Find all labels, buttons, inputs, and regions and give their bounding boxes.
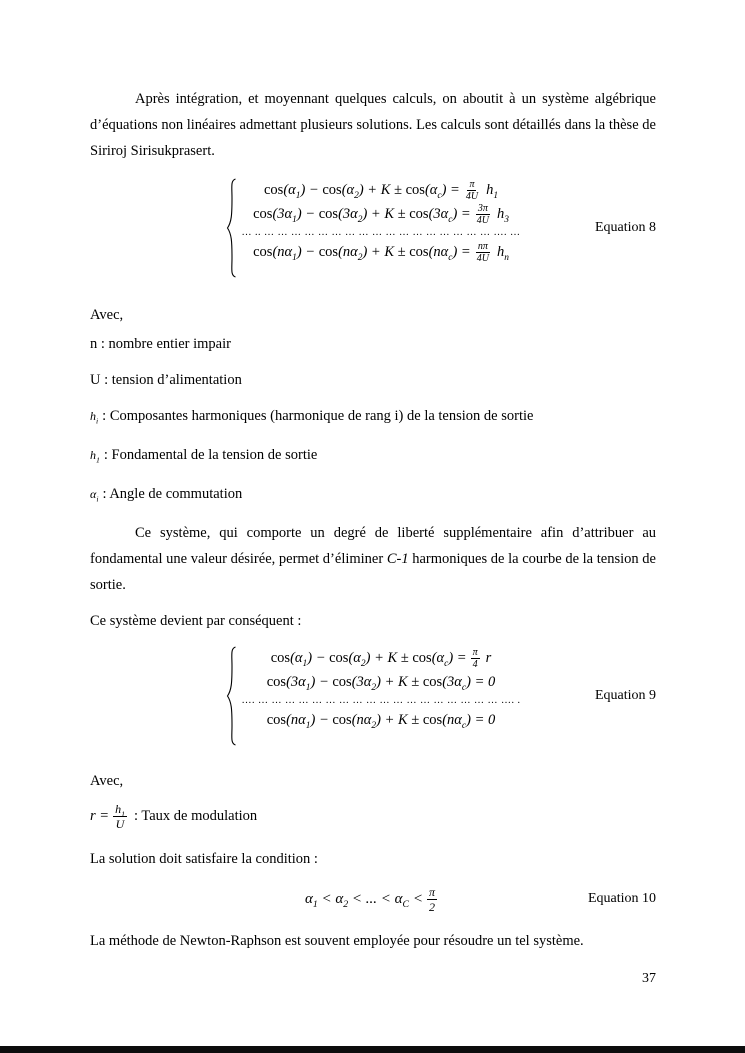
c-minus-1: C-1 bbox=[386, 551, 409, 567]
equation-10-numerator: π bbox=[428, 884, 435, 899]
equation-9-label: Equation 9 bbox=[594, 688, 656, 703]
math-tail: $h_n$ bbox=[496, 243, 509, 263]
equation-10-block bbox=[90, 882, 656, 916]
definition-u: U : tension d’alimentation bbox=[90, 372, 242, 388]
equation-10-lhs: $\alpha_1 < \alpha_2$ < ... < $\alpha_C$ < bbox=[305, 890, 423, 910]
equation-10-fraction bbox=[427, 885, 437, 914]
definition-alpha bbox=[90, 481, 656, 507]
math-expression: $\cos(\alpha_1) - \cos(\alpha_2) + K \pm \cos(\alpha_c)$ = bbox=[263, 181, 460, 201]
modulation-description: : Taux de modulation bbox=[133, 808, 258, 824]
equation-line bbox=[242, 708, 521, 732]
fraction-denominator: 4 bbox=[472, 658, 478, 670]
math-tail: $h_1$ bbox=[486, 181, 499, 201]
fraction-denominator: 4U bbox=[476, 214, 489, 226]
math-tail: r bbox=[485, 649, 492, 666]
fraction-denominator: 4U bbox=[465, 190, 479, 202]
page-content bbox=[90, 86, 656, 954]
definition-h1 bbox=[90, 442, 656, 468]
paragraph-condition: La solution doit satisfaire la condition : bbox=[90, 851, 318, 867]
definition-n: n : nombre entier impair bbox=[90, 336, 231, 352]
paragraph-system bbox=[90, 520, 656, 598]
equation-9-lines bbox=[242, 646, 521, 746]
paragraph-intro: Après intégration, et moyennant quelques calculs, on aboutit à un système algébrique d’équations non linéaires admettant plusieurs solutions. Les calculs sont détaillés dans la thèse de Siriroj Sirisukprasert. bbox=[90, 91, 656, 159]
equation-10-expression bbox=[305, 882, 441, 916]
equation-8-block bbox=[90, 178, 656, 278]
equation-line bbox=[242, 646, 521, 670]
fraction-numerator: π bbox=[472, 646, 478, 658]
math-expression: $\cos(3\alpha_1) - \cos(3\alpha_2) + K \pm \cos(3\alpha_c) = 0$ bbox=[266, 673, 496, 693]
equation-dots-line: … .. … … … … … … … … … … … … … … … … … …. … bbox=[241, 227, 521, 238]
paragraph-consequent: Ce système devient par conséquent : bbox=[90, 613, 302, 629]
equation-line bbox=[242, 670, 521, 694]
fraction-denominator: 4U bbox=[476, 252, 489, 264]
avec-label-1: Avec, bbox=[90, 307, 124, 323]
modulation-denominator: U bbox=[115, 816, 125, 831]
h1-symbol: $h_1$ bbox=[90, 448, 100, 465]
fraction-numerator: π bbox=[469, 178, 475, 190]
fraction bbox=[471, 647, 480, 670]
fraction bbox=[475, 203, 491, 226]
page-bottom-edge bbox=[0, 1046, 745, 1053]
math-expression: $\cos(\alpha_1) - \cos(\alpha_2) + K \pm \cos(\alpha_c)$ = bbox=[270, 649, 467, 669]
alpha-description: : Angle de commutation bbox=[102, 486, 243, 502]
equation-9-block bbox=[90, 646, 656, 746]
equation-line bbox=[242, 202, 521, 226]
fraction bbox=[464, 179, 480, 202]
modulation-fraction bbox=[113, 802, 127, 831]
modulation-numerator: $h_1$ bbox=[115, 801, 125, 818]
left-brace-icon bbox=[226, 646, 236, 746]
equation-10-denominator: 2 bbox=[428, 899, 435, 914]
paragraph-system-after: harmoniques de la courbe de la tension de sortie. bbox=[90, 551, 656, 593]
page-number: 37 bbox=[642, 971, 656, 986]
hi-description: : Composantes harmoniques (harmonique de rang i) de la tension de sortie bbox=[102, 408, 534, 424]
fraction-numerator: nπ bbox=[477, 240, 488, 252]
equation-8-label: Equation 8 bbox=[594, 220, 656, 235]
equation-8-lines bbox=[242, 178, 521, 278]
alpha-symbol: $\alpha_i$ bbox=[90, 487, 99, 504]
avec-label-2: Avec, bbox=[90, 773, 124, 789]
paragraph-system-before: Ce système, qui comporte un degré de liberté supplémentaire afin d’attribuer au fondamental une valeur désirée, permet d’éliminer bbox=[90, 525, 656, 567]
equation-10-label: Equation 10 bbox=[587, 891, 656, 906]
hi-symbol: $h_i$ bbox=[90, 409, 99, 426]
equation-dots-line: …. … … … … … … … … … … … … … … … … … … …. . bbox=[241, 695, 521, 706]
math-tail: $h_3$ bbox=[496, 205, 509, 225]
equation-line bbox=[242, 178, 521, 202]
equation-9-system bbox=[226, 646, 521, 746]
modulation-lhs: r = bbox=[90, 808, 110, 824]
equation-8-system bbox=[226, 178, 521, 278]
paragraph-newton: La méthode de Newton-Raphson est souvent employée pour résoudre un tel système. bbox=[90, 933, 584, 949]
math-expression: $\cos(3\alpha_1) - \cos(3\alpha_2) + K \pm \cos(3\alpha_c)$ = bbox=[253, 205, 471, 225]
fraction bbox=[475, 241, 491, 264]
left-brace-icon bbox=[226, 178, 236, 278]
math-expression: $\cos(n\alpha_1) - \cos(n\alpha_2) + K \pm \cos(n\alpha_c)$ = bbox=[253, 243, 471, 263]
math-expression: $\cos(n\alpha_1) - \cos(n\alpha_2) + K \pm \cos(n\alpha_c) = 0$ bbox=[266, 711, 496, 731]
equation-line bbox=[242, 240, 521, 264]
h1-description: : Fondamental de la tension de sortie bbox=[103, 447, 318, 463]
fraction-numerator: 3π bbox=[477, 202, 488, 214]
definition-hi bbox=[90, 403, 656, 429]
modulation-definition bbox=[90, 798, 656, 834]
